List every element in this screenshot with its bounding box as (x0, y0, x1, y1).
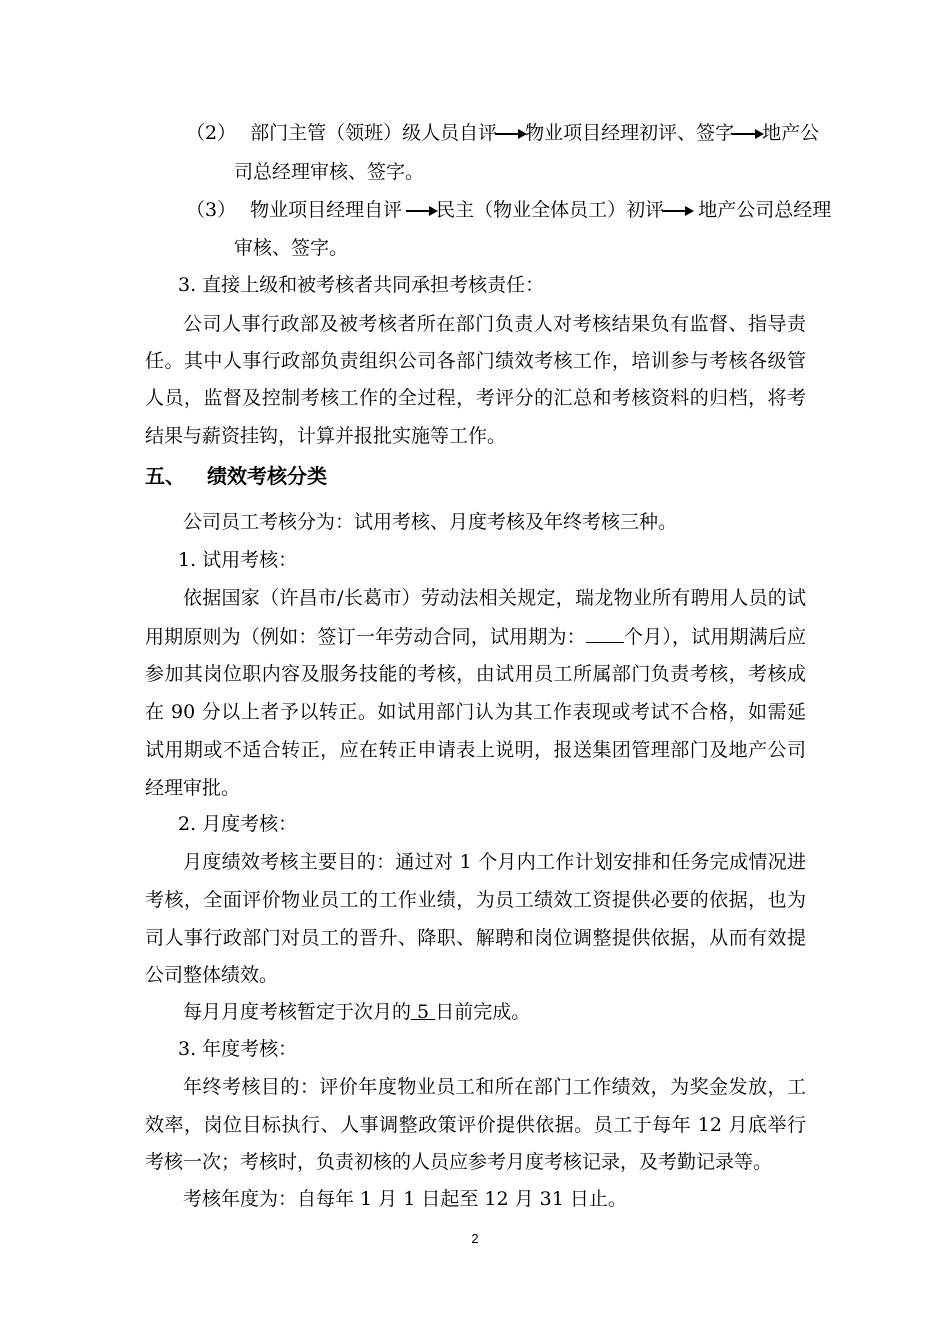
text-segment: 个月），试用期满后应 (623, 626, 806, 648)
list-item-2 (186, 121, 820, 145)
paragraph-line: 公司人事行政部及被考核者所在部门负责人对考核结果负有监督、指导责 (183, 313, 806, 335)
paragraph-line: 年终考核目的：评价年度物业员工和所在部门工作绩效，为奖金发放，工 (183, 1076, 806, 1098)
item-text: 物业项目经理自评 (250, 199, 409, 221)
intro-paragraph: 公司员工考核分为：试用考核、月度考核及年终考核三种。 (183, 511, 678, 533)
deadline-line (183, 1000, 530, 1024)
fill-blank (586, 624, 624, 643)
paragraph-line (145, 624, 806, 648)
item-number: （3） (186, 199, 237, 221)
period-line: 考核年度为：自每年 1 月 1 日起至 12 月 31 日止。 (183, 1188, 627, 1210)
paragraph-line: 结果与薪资挂钩，计算并报批实施等工作。 (145, 425, 507, 447)
arrow-right-icon (662, 206, 694, 216)
monthly-heading: 2. 月度考核： (178, 813, 298, 835)
arrow-right-icon (406, 206, 438, 216)
item-text: 地产公 (762, 122, 820, 144)
text-segment: 用期原则为（例如：签订一年劳动合同，试用期为： (145, 626, 586, 648)
text-segment: 日前完成。 (435, 1001, 531, 1023)
arrow-right-icon (495, 129, 527, 139)
list-item-3-continuation: 审核、签字。 (234, 237, 349, 259)
page-number: 2 (471, 1231, 479, 1246)
trial-heading: 1. 试用考核： (178, 549, 298, 571)
paragraph-line: 任。其中人事行政部负责组织公司各部门绩效考核工作，培训参与考核各级管 (145, 350, 806, 372)
arrow-right-icon (732, 129, 764, 139)
item-text: 部门主管（领班）级人员自评 (250, 122, 498, 144)
annual-heading: 3. 年度考核： (178, 1038, 298, 1060)
paragraph-line: 效率，岗位目标执行、人事调整政策评价提供依据。员工于每年 12 月底举行 (145, 1114, 806, 1136)
list-item-3 (186, 198, 832, 222)
paragraph-line: 考核，全面评价物业员工的工作业绩，为员工绩效工资提供必要的依据，也为 (145, 889, 806, 911)
section-title: 绩效考核分类 (207, 464, 327, 488)
item-text: 地产公司总经理 (692, 199, 832, 221)
paragraph-line: 依据国家（许昌市/长葛市）劳动法相关规定，瑞龙物业所有聘用人员的试 (183, 587, 806, 609)
paragraph-line: 经理审批。 (145, 777, 241, 799)
item-text: 物业项目经理初评、签字 (525, 122, 735, 144)
paragraph-line: 参加其岗位职内容及服务技能的考核，由试用员工所属部门负责考核，考核成 (145, 663, 806, 685)
text-segment: 每月月度考核暂定于次月的 (183, 1001, 412, 1023)
section-heading (145, 464, 327, 488)
list-item-2-continuation: 司总经理审核、签字。 (234, 161, 425, 183)
point-3-heading: 3. 直接上级和被考核者共同承担考核责任： (178, 274, 545, 296)
paragraph-line: 在 90 分以上者予以转正。如试用部门认为其工作表现或考试不合格，如需延 (145, 701, 806, 723)
paragraph-line: 公司整体绩效。 (145, 964, 279, 986)
paragraph-line: 人员，监督及控制考核工作的全过程，考评分的汇总和考核资料的归档，将考 (145, 387, 806, 409)
paragraph-line: 试用期或不适合转正，应在转正申请表上说明，报送集团管理部门及地产公司 (145, 739, 806, 761)
paragraph-line: 考核一次；考核时，负责初核的人员应参考月度考核记录，及考勤记录等。 (145, 1151, 773, 1173)
paragraph-line: 司人事行政部门对员工的晋升、降职、解聘和岗位调整提供依据，从而有效提 (145, 927, 806, 949)
item-number: （2） (186, 122, 237, 144)
section-number: 五、 (145, 464, 185, 488)
deadline-day: 5 (411, 1001, 436, 1023)
item-text: 民主（物业全体员工）初评 (436, 199, 665, 221)
paragraph-line: 月度绩效考核主要目的：通过对 1 个月内工作计划安排和任务完成情况进 (183, 851, 806, 873)
